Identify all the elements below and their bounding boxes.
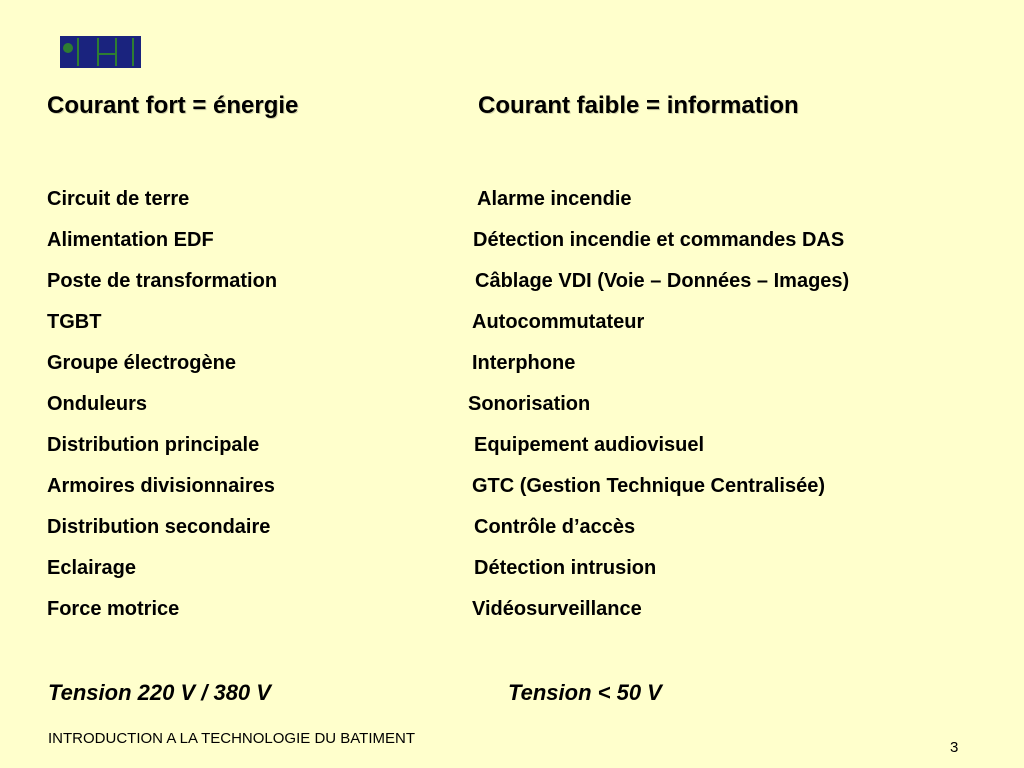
heading-courant-faible: Courant faible = information [478,92,799,119]
logo [60,36,141,68]
list-courant-fort [47,186,277,637]
list-item: TGBT [47,311,102,333]
list-item: Groupe électrogène [47,352,236,374]
page-number: 3 [950,739,959,756]
list-item: Onduleurs [47,393,148,415]
list-item: Détection incendie et commandes DAS [473,229,845,251]
ihi-logo-icon [60,36,141,68]
footer-title: INTRODUCTION A LA TECHNOLOGIE DU BATIMENT [48,730,415,747]
list-item: Armoires divisionnaires [47,475,275,497]
list-item: Alimentation EDF [47,229,214,251]
heading-courant-fort: Courant fort = énergie [47,92,299,119]
list-item: Détection intrusion [474,557,657,579]
list-item: Equipement audiovisuel [474,434,705,456]
list-item: Distribution principale [47,434,260,456]
list-item: GTC (Gestion Technique Centralisée) [472,475,826,497]
list-item: Poste de transformation [47,270,278,292]
list-item: Interphone [472,352,576,374]
list-courant-faible [468,186,850,637]
list-item: Câblage VDI (Voie – Données – Images) [475,270,850,292]
list-item: Autocommutateur [472,311,645,333]
list-item: Distribution secondaire [47,516,271,538]
tension-courant-faible: Tension < 50 V [508,680,662,705]
list-item: Force motrice [47,598,180,620]
list-item: Circuit de terre [47,188,190,210]
list-item: Eclairage [47,557,136,579]
list-item: Sonorisation [468,393,591,415]
tension-courant-fort: Tension 220 V / 380 V [48,680,271,705]
list-item: Contrôle d’accès [474,516,636,538]
list-item: Alarme incendie [477,188,632,210]
list-item: Vidéosurveillance [472,598,642,620]
